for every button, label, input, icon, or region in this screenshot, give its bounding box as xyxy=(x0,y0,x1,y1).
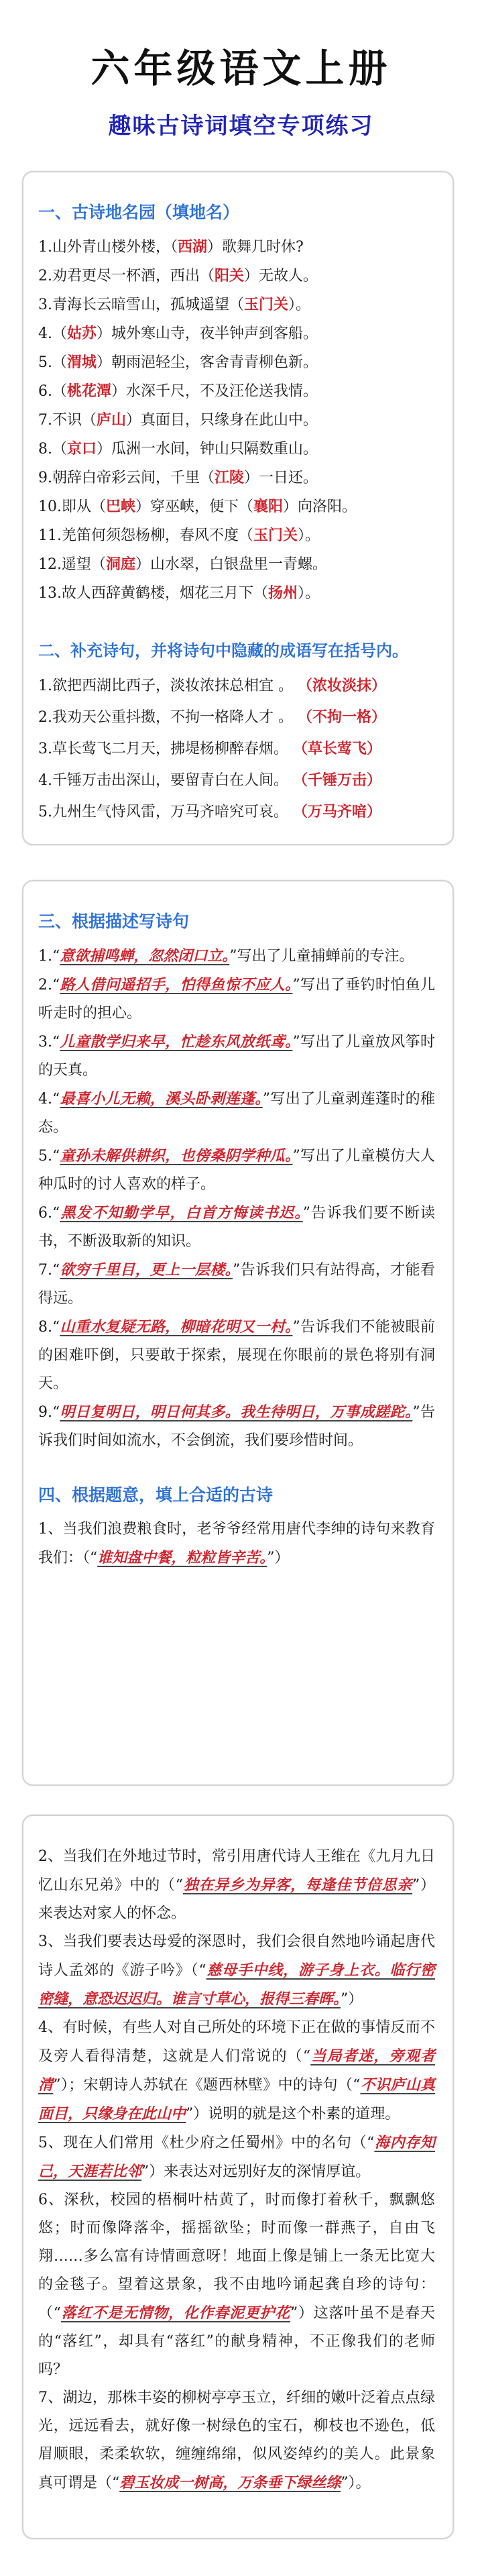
list-item: 8.“山重水复疑无路，柳暗花明又一村。”告诉我们不能被眼前的困难吓倒，只要敢于探索，展现在你眼前的景色将别有洞天。 xyxy=(38,1318,435,1392)
list-item: 1.“意欲捕鸣蝉，忽然闭口立。”写出了儿童捕蝉前的专注。 xyxy=(38,947,414,965)
list-item: 4.（姑苏）城外寒山寺，夜半钟声到客船。 xyxy=(38,325,318,342)
list-item: 1.欲把西湖比西子，淡妆浓抹总相宜 。 （浓妆淡抹） xyxy=(38,677,387,694)
card-sections-3-4 xyxy=(22,880,454,1786)
list-item: 3.青海长云暗雪山，孤城遥望（玉门关）。 xyxy=(38,296,311,313)
page-title: 六年级语文上册 xyxy=(91,46,391,91)
list-item: 3.“儿童散学归来早，忙趁东风放纸鸢。”写出了儿童放风筝时的天真。 xyxy=(38,1033,435,1079)
list-item: 3、当我们要表达母爱的深恩时，我们会很自然地吟诵起唐代诗人孟郊的《游子吟》（“慈母手中线，游子身上衣。临行密密缝，意恐迟迟归。谁言寸草心，报得三春晖。”） xyxy=(38,1933,435,2008)
list-item: 4.千锤万击出深山，要留青白在人间。 （千锤万击） xyxy=(38,771,382,789)
section-3-list xyxy=(38,942,435,1455)
list-item: 2.“路人借问遥招手，怕得鱼惊不应人。”写出了垂钓时怕鱼儿听走时的担心。 xyxy=(38,976,435,1022)
list-item: 9.“明日复明日，明日何其多。我生待明日，万事成蹉跎。”告诉我们时间如流水，不会倒流，我们要珍惜时间。 xyxy=(38,1403,435,1449)
list-item: 1、当我们浪费粮食时，老爷爷经常用唐代李绅的诗句来教育我们：（“谁知盘中餐，粒粒皆辛苦。”） xyxy=(38,1521,435,1566)
list-item: 1.山外青山楼外楼，（西湖）歌舞几时休? xyxy=(38,238,304,256)
list-item: 6.（桃花潭）水深千尺，不及汪伦送我情。 xyxy=(38,382,318,400)
section-2-list xyxy=(38,670,453,828)
list-item: 5.（渭城）朝雨浥轻尘，客舍青青柳色新。 xyxy=(38,354,318,371)
card-section-4-continued xyxy=(22,1815,454,2539)
list-item: 4、有时候，有些人对自己所处的环境下正在做的事情反而不及旁人看得清楚，这就是人们常说的（“当局者迷，旁观者清”）；宋朝诗人苏轼在《题西林壁》中的诗句（“不识庐山真面目，只缘身在此山中”）说明的就是这个朴素的道理。 xyxy=(38,2019,435,2123)
list-item: 2.我劝天公重抖擞，不拘一格降人才 。 （不拘一格） xyxy=(38,708,387,726)
section-2-heading: 二、补充诗句，并将诗句中隐藏的成语写在括号内。 xyxy=(38,641,408,660)
list-item: 6、深秋，校园的梧桐叶枯黄了，时而像打着秋千，飘飘悠悠；时而像降落伞，摇摇欲坠；时而像一群燕子，自由飞翔……多么富有诗情画意呀！地面上像是铺上一条无比宽大的金毯子。望着这景象，我不由地吟诵起龚自珍的诗句：（“落红不是无情物，化作春泥更护花”）这落叶虽不是春天的“落红”，却具有“落红”的献身精神，不正像我们的老师吗？ xyxy=(38,2192,435,2378)
list-item: 10.即从（巴峡）穿巫峡，便下（襄阳）向洛阳。 xyxy=(38,498,357,515)
section-1-list xyxy=(38,233,453,608)
list-item: 7.不识（庐山）真面目，只缘身在此山中。 xyxy=(38,411,318,429)
list-item: 5.九州生气恃风雷，万马齐喑究可哀。 （万马齐喑） xyxy=(38,803,382,820)
list-item: 7.“欲穷千里目，更上一层楼。”告诉我们只有站得高，才能看得远。 xyxy=(38,1261,435,1307)
list-item: 13.故人西辞黄鹤楼，烟花三月下（扬州）。 xyxy=(38,584,320,602)
list-item: 6.“黑发不知勤学早，白首方悔读书迟。”告诉我们要不断读书，不断汲取新的知识。 xyxy=(38,1204,435,1250)
list-item: 5.“童孙未解供耕织，也傍桑阴学种瓜。”写出了儿童模仿大人种瓜时的讨人喜欢的样子。 xyxy=(38,1147,435,1193)
list-item: 8.（京口）瓜洲一水间，钟山只隔数重山。 xyxy=(38,440,318,458)
list-item: 4.“最喜小儿无赖，溪头卧剥莲蓬。”写出了儿童剥莲蓬时的稚态。 xyxy=(38,1090,435,1136)
list-item: 11.羌笛何须怨杨柳，春风不度（玉门关）。 xyxy=(38,527,320,544)
list-item: 3.草长莺飞二月天，拂堤杨柳醉春烟。 （草长莺飞） xyxy=(38,740,382,757)
list-item: 2、当我们在外地过节时，常引用唐代诗人王维在《九月九日忆山东兄弟》中的（“独在异乡为异客，每逢佳节倍思亲”）来表达对家人的怀念。 xyxy=(38,1848,435,1922)
list-item: 12.遥望（洞庭）山水翠，白银盘里一青螺。 xyxy=(38,555,328,573)
list-item: 2.劝君更尽一杯酒，西出（阳关）无故人。 xyxy=(38,267,318,284)
page-subtitle: 趣味古诗词填空专项练习 xyxy=(108,113,374,140)
card-sections-1-2 xyxy=(22,171,454,845)
list-item: 5、现在人们常用《杜少府之任蜀州》中的名句（“海内存知己，天涯若比邻”）来表达对远别好友的深情厚谊。 xyxy=(38,2134,435,2180)
list-item: 7、湖边，那株丰姿的柳树亭亭玉立，纤细的嫩叶泛着点点绿光，远远看去，就好像一树绿色的宝石，柳枝也不逊色，低眉顺眼，柔柔软软，缠缠绵绵，似风姿绰约的美人。此景象真可谓是（“碧玉妆成一树高，万条垂下绿丝绦”）。 xyxy=(38,2390,435,2491)
section-4-heading: 四、根据题意，填上合适的古诗 xyxy=(38,1485,274,1505)
section-1-heading: 一、古诗地名园（填地名） xyxy=(38,203,240,222)
list-item: 9.朝辞白帝彩云间，千里（江陵）一日还。 xyxy=(38,469,318,486)
section-3-heading: 三、根据描述写诗句 xyxy=(38,912,190,931)
